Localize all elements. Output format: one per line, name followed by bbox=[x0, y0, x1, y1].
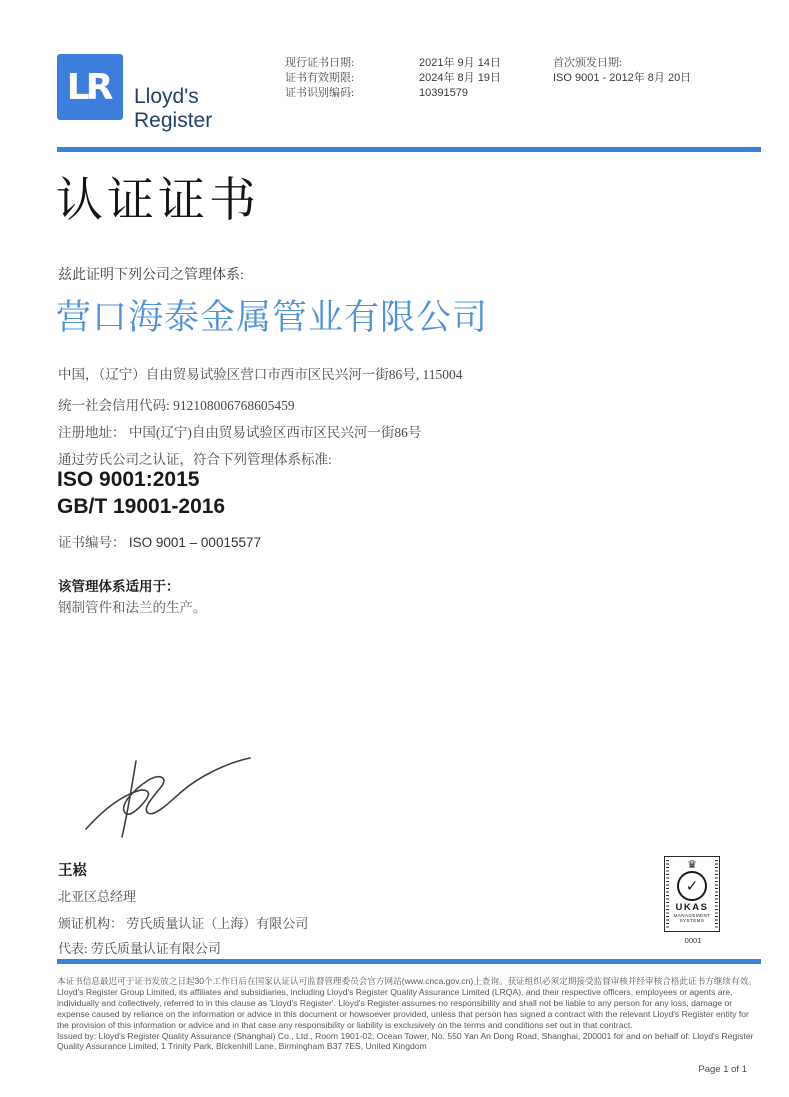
first-issue-label: 首次颁发日期: bbox=[553, 57, 623, 69]
ukas-box bbox=[664, 856, 720, 932]
certificate-dates-block bbox=[285, 56, 501, 101]
ukas-word: UKAS bbox=[675, 902, 709, 913]
ukas-check-circle bbox=[677, 871, 707, 901]
registered-address-line: 注册地址： 中国(辽宁)自由贸易试验区西市区民兴河一街86号 bbox=[58, 425, 422, 440]
ukas-ruler-right bbox=[715, 860, 718, 928]
on-behalf-line: 代表: 劳氏质量认证有限公司 bbox=[58, 941, 221, 956]
certificate-id-value: 10391579 bbox=[419, 87, 468, 99]
expiry-date-value: 2024年 8月 19日 bbox=[419, 72, 501, 84]
page-number: Page 1 of 1 bbox=[698, 1064, 747, 1075]
intro-line: 兹此证明下列公司之管理体系: bbox=[58, 268, 244, 283]
issuer-line: 颁证机构： 劳氏质量认证（上海）有限公司 bbox=[58, 916, 309, 931]
certificate-number-value: ISO 9001 – 00015577 bbox=[128, 535, 261, 550]
signatory-name: 王崧 bbox=[58, 863, 87, 879]
scope-text: 钢制管件和法兰的生产。 bbox=[58, 600, 207, 615]
ukas-subtitle-2: SYSTEMS bbox=[679, 918, 705, 923]
ukas-subtitle-1: MANAGEMENT bbox=[673, 913, 711, 918]
certificate-id-row bbox=[285, 86, 501, 101]
brand-name bbox=[134, 85, 212, 133]
current-issue-date-label: 现行证书日期: bbox=[285, 57, 355, 69]
footer-issued-by: Issued by: Lloyd's Register Quality Assurance (Shanghai) Co., Ltd., Room 1901-02, Ocean Tower, No. 550 Yan An Dong Road, Shanghai, 200001 for and on behalf of: Lloyd's Register Quality Assurance Limited, 1 Trinity Park, Bickenhill Lane, Birmingham B37 7ES, United Kingdom bbox=[57, 1030, 754, 1052]
bottom-divider bbox=[57, 959, 761, 964]
standard-iso: ISO 9001:2015 bbox=[57, 468, 200, 491]
checkmark-icon: ✓ bbox=[685, 876, 699, 895]
standard-gbt: GB/T 19001-2016 bbox=[57, 495, 226, 518]
certificate-number-label: 证书编号： bbox=[58, 535, 126, 550]
first-issue-block bbox=[553, 56, 691, 86]
company-address: 中国，（辽宁）自由贸易试验区营口市西市区民兴河一街86号, 115004 bbox=[58, 367, 463, 382]
signature-image bbox=[80, 746, 258, 854]
brand-name-line2: Register bbox=[134, 109, 213, 132]
certificate-number-line bbox=[58, 531, 261, 551]
brand-name-line1: Lloyd's bbox=[134, 85, 199, 108]
first-issue-value: ISO 9001 - 2012年 8月 20日 bbox=[553, 72, 692, 84]
ukas-ruler-left bbox=[666, 860, 669, 928]
certificate-id-label: 证书识别编码: bbox=[285, 87, 355, 99]
signatory-role: 北亚区总经理 bbox=[58, 889, 137, 904]
footer-disclaimer: Lloyd's Register Group Limited, its affiliates and subsidiaries, including Lloyd's Register Quality Assurance Limited (LRQA), and their respective officers, employees or agents are, individually and collectively, referred to in this clause as 'Lloyd's Register'. Lloyd's Register assumes no responsibility and shall not be liable to any person for any loss, damage or expense caused by reliance on the information or advice in this document or howsoever provided, unless that person has signed a contract with the relevant Lloyd's Register entity for the provision of this information or advice and in that case any responsibility or liability is exclusively on the terms and conditions set out in that contract. bbox=[57, 986, 749, 1030]
current-issue-date-row bbox=[285, 56, 501, 71]
crown-icon: ♛ bbox=[687, 858, 697, 871]
standards-block bbox=[57, 466, 225, 520]
expiry-date-row bbox=[285, 71, 501, 86]
page-title: 认证证书 bbox=[56, 175, 260, 227]
credit-code-line: 统一社会信用代码: 912108006768605459 bbox=[58, 398, 295, 413]
lr-monogram: LR bbox=[66, 66, 110, 108]
footer-cnca-notice: 本证书信息最迟可于证书发放之日起30个工作日后在国家认证认可监督管理委员会官方网站(www.cnca.gov.cn)上查询。获证组织必须定期接受监督审核并经审核合格此证书方继续有效。 bbox=[57, 976, 757, 986]
approval-line: 通过劳氏公司之认证，符合下列管理体系标准: bbox=[58, 452, 332, 467]
lloyds-register-logo-icon bbox=[57, 54, 123, 120]
scope-heading: 该管理体系适用于： bbox=[58, 579, 180, 594]
legal-footer bbox=[57, 976, 763, 1052]
company-name: 营口海泰金属管业有限公司 bbox=[56, 298, 489, 337]
current-issue-date-value: 2021年 9月 14日 bbox=[419, 57, 501, 69]
ukas-accreditation-mark bbox=[664, 856, 722, 945]
expiry-date-label: 证书有效期限: bbox=[285, 72, 355, 84]
top-divider bbox=[57, 147, 761, 152]
ukas-number: 0001 bbox=[684, 936, 702, 945]
